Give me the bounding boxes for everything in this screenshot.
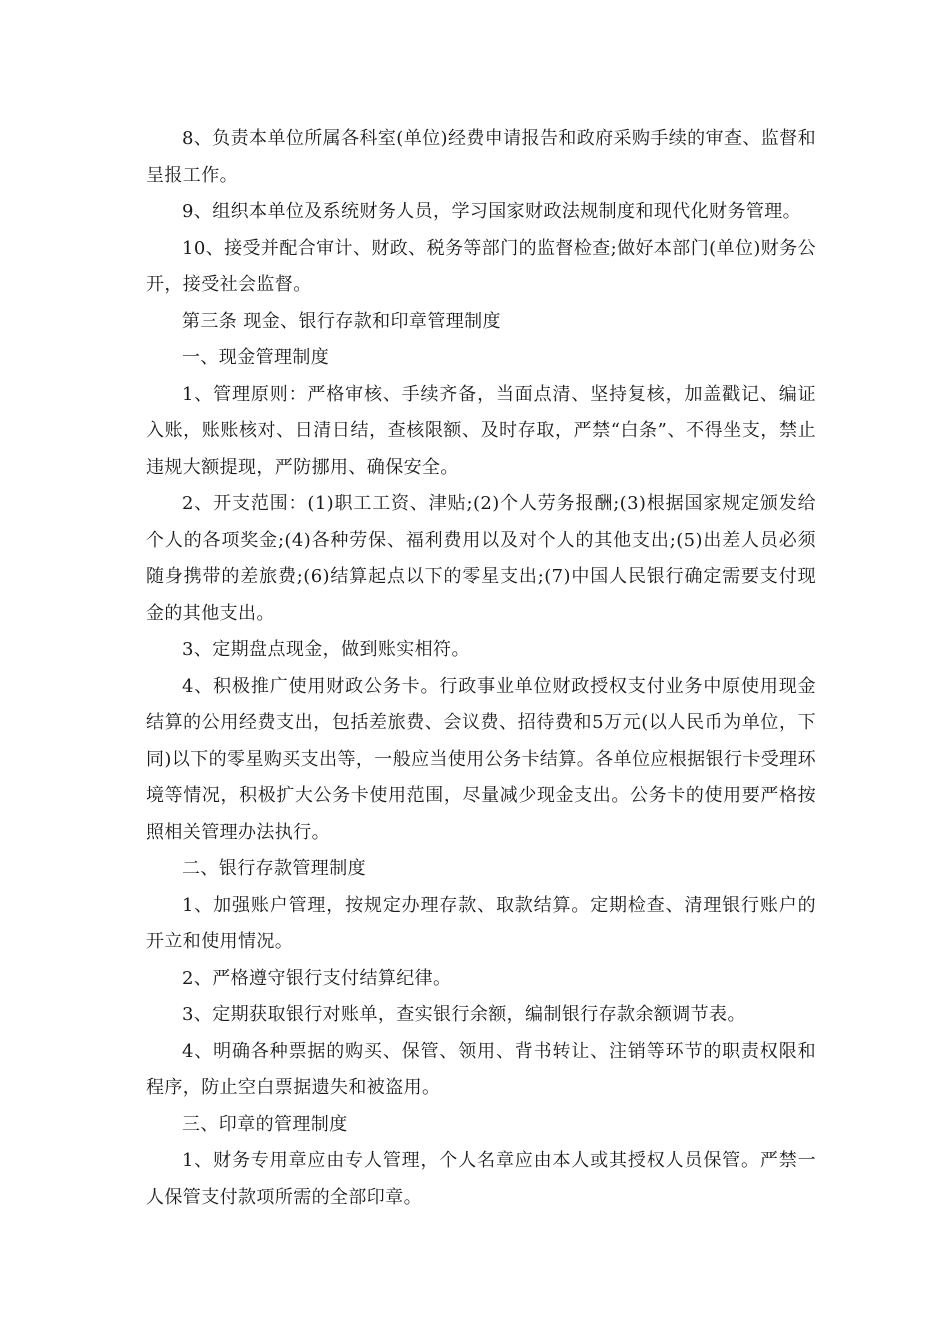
paragraph-item-10: 10、接受并配合审计、财政、税务等部门的监督检查;做好本部门(单位)财务公开，接受社会监督。 bbox=[146, 237, 816, 295]
section-heading-bank: 二、银行存款管理制度 bbox=[182, 858, 366, 879]
article-heading-3: 第三条 现金、银行存款和印章管理制度 bbox=[182, 310, 501, 332]
paragraph-item-8: 8、负责本单位所属各科室(单位)经费申请报告和政府采购手续的审查、监督和呈报工作。 bbox=[146, 128, 816, 186]
paragraph-bank-account: 1、加强账户管理，按规定办理存款、取款结算。定期检查、清理银行账户的开立和使用情况。 bbox=[146, 894, 816, 952]
section-heading-cash: 一、现金管理制度 bbox=[182, 347, 330, 368]
paragraph-seal-custody: 1、财务专用章应由专人管理，个人名章应由本人或其授权人员保管。严禁一人保管支付款项所需的全部印章。 bbox=[146, 1150, 816, 1208]
paragraph-official-card: 4、积极推广使用财政公务卡。行政事业单位财政授权支付业务中原使用现金结算的公用经费支出，包括差旅费、会议费、招待费和5万元(以人民币为单位，下同)以下的零星购买支出等，一般应当使用公务卡结算。各单位应根据银行卡受理环境等情况，积极扩大公务卡使用范围，尽量减少现金支出。公务卡的使用要严格按照相关管理办法执行。 bbox=[146, 675, 816, 843]
paragraph-cash-principle: 1、管理原则：严格审核、手续齐备，当面点清、坚持复核，加盖戳记、编证入账，账账核对、日清日结，查核限额、及时存取，严禁“白条”、不得坐支，禁止违规大额提现，严防挪用、确保安全。 bbox=[146, 383, 816, 478]
paragraph-item-9: 9、组织本单位及系统财务人员，学习国家财政法规制度和现代化财务管理。 bbox=[182, 201, 802, 222]
paragraph-bank-discipline: 2、严格遵守银行支付结算纪律。 bbox=[182, 967, 452, 989]
document-body bbox=[146, 121, 816, 1216]
paragraph-bank-bills: 4、明确各种票据的购买、保管、领用、背书转让、注销等环节的职责权限和程序，防止空白票据遗失和被盗用。 bbox=[146, 1040, 816, 1098]
paragraph-cash-scope: 2、开支范围：(1)职工工资、津贴;(2)个人劳务报酬;(3)根据国家规定颁发给个人的各项奖金;(4)各种劳保、福利费用以及对个人的其他支出;(5)出差人员必须随身携带的差旅费;(6)结算起点以下的零星支出;(7)中国人民银行确定需要支付现金的其他支出。 bbox=[146, 493, 816, 624]
paragraph-cash-count: 3、定期盘点现金，做到账实相符。 bbox=[182, 639, 470, 660]
paragraph-bank-statement: 3、定期获取银行对账单，查实银行余额，编制银行存款余额调节表。 bbox=[182, 1004, 746, 1025]
section-heading-seal: 三、印章的管理制度 bbox=[182, 1113, 348, 1135]
